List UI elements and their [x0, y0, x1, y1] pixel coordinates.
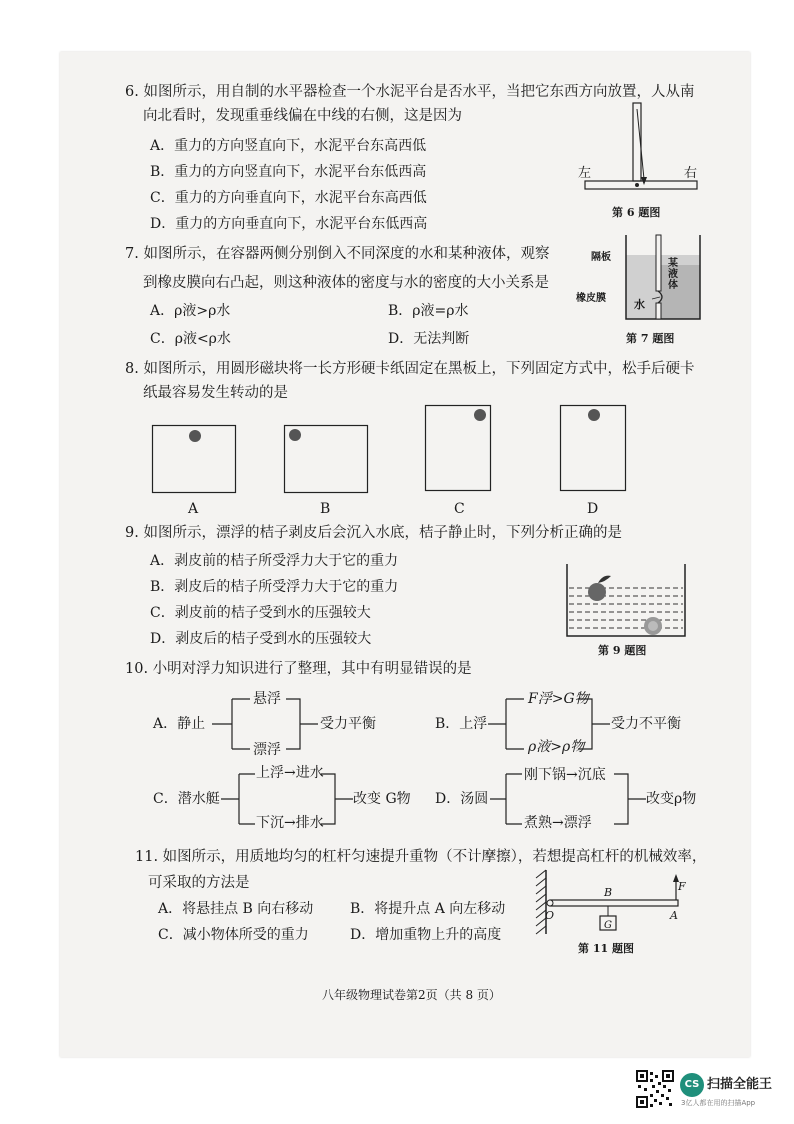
q8-stem-line2: 纸最容易发生转动的是	[143, 385, 288, 401]
q9-option-c: C．剥皮前的桔子受到水的压强较大	[150, 605, 371, 621]
q11-label-o: O	[545, 909, 555, 922]
camscanner-logo: CS	[680, 1073, 704, 1097]
q10-a-right: 受力平衡	[320, 716, 376, 732]
q10-c-top: 上浮→进水	[256, 765, 324, 781]
q7-label-membrane: 橡皮膜	[576, 293, 606, 304]
q10-b-right: 受力不平衡	[611, 716, 681, 732]
q10-b-top: F浮>G物	[528, 691, 589, 707]
q11-label-g: G	[604, 920, 612, 931]
q10-c-bottom: 下沉→排水	[256, 815, 324, 831]
q8-stem-line1: 8. 如图所示，用圆形磁块将一长方形硬卡纸固定在黑板上，下列固定方式中，松手后硬卡	[125, 361, 695, 377]
q6-option-c: C．重力的方向垂直向下，水泥平台东高西低	[150, 190, 427, 206]
q10-b-bottom: ρ液>ρ物	[528, 739, 585, 755]
q11-caption: 第 11 题图	[578, 942, 634, 955]
q8-label-c: C	[454, 501, 465, 517]
q9-option-a: A．剥皮前的桔子所受浮力大于它的重力	[150, 553, 399, 569]
q8-option-d-figure	[560, 405, 626, 491]
q7-option-a: A．ρ液>ρ水	[150, 303, 231, 319]
page-footer: 八年级物理试卷第2页（共 8 页）	[322, 988, 501, 1002]
q7-caption: 第 7 题图	[626, 332, 675, 345]
q6-caption: 第 6 题图	[612, 206, 661, 219]
q11-stem-line1: 11. 如图所示，用质地均匀的杠杆匀速提升重物（不计摩擦），若想提高杠杆的机械效率，	[135, 849, 707, 865]
q11-option-b: B．将提升点 A 向左移动	[350, 901, 506, 917]
q8-option-c-figure	[425, 405, 491, 491]
q10-c-right: 改变 G物	[353, 791, 411, 807]
q6-stem-line2: 向北看时，发现重垂线偏在中线的右侧，这是因为	[143, 108, 462, 124]
q10-d-bottom: 煮熟→漂浮	[524, 815, 592, 831]
q6-option-b: B．重力的方向竖直向下，水泥平台东低西高	[150, 164, 427, 180]
q10-a-bottom: 漂浮	[253, 742, 281, 758]
q10-a-bracket	[212, 695, 320, 755]
q11-option-d: D．增加重物上升的高度	[350, 927, 502, 943]
q8-option-a-figure	[152, 425, 236, 493]
q10-d-bracket	[490, 770, 648, 830]
q8-label-a: A	[188, 501, 199, 517]
q10-c-bracket	[221, 770, 355, 830]
q10-stem: 10. 小明对浮力知识进行了整理，其中有明显错误的是	[125, 661, 472, 677]
q10-a-top: 悬浮	[253, 691, 281, 707]
q10-b-bracket	[488, 695, 612, 755]
qr-code-icon	[636, 1070, 674, 1108]
q11-label-f: F	[678, 880, 686, 893]
q9-option-b: B．剥皮后的桔子所受浮力大于它的重力	[150, 579, 399, 595]
q7-stem-line1: 7. 如图所示，在容器两侧分别倒入不同深度的水和某种液体，观察	[125, 246, 550, 262]
q9-stem: 9. 如图所示，漂浮的桔子剥皮后会沉入水底，桔子静止时，下列分析正确的是	[125, 525, 622, 541]
q9-tank-figure	[565, 562, 687, 640]
q10-d-right: 改变ρ物	[646, 791, 697, 807]
q10-b-label: B．上浮	[435, 716, 488, 732]
q10-c-label: C．潜水艇	[153, 791, 220, 807]
q6-stem-line1: 6. 如图所示，用自制的水平器检查一个水泥平台是否水平，当把它东西方向放置，人从南	[125, 84, 695, 100]
q11-label-b: B	[604, 886, 613, 899]
q7-label-liquid: 某液体	[668, 258, 678, 291]
q10-d-label: D．汤圆	[435, 791, 489, 807]
q10-a-label: A．静止	[153, 716, 206, 732]
q6-option-d: D．重力的方向垂直向下，水泥平台东低西高	[150, 216, 428, 232]
q6-option-a: A．重力的方向竖直向下，水泥平台东高西低	[150, 138, 427, 154]
q7-option-c: C．ρ液<ρ水	[150, 331, 231, 347]
q6-label-left: 左	[578, 166, 592, 181]
q8-label-b: B	[320, 501, 331, 517]
q7-label-water: 水	[634, 298, 645, 311]
q11-option-c: C．减小物体所受的重力	[158, 927, 309, 943]
q11-label-a: A	[670, 909, 678, 922]
q10-d-top: 刚下锅→沉底	[524, 767, 606, 783]
scanner-brand-tagline: 3亿人都在用的扫描App	[681, 1099, 756, 1107]
q11-stem-line2: 可采取的方法是	[148, 875, 250, 891]
q7-stem-line2: 到橡皮膜向右凸起，则这种液体的密度与水的密度的大小关系是	[143, 275, 549, 291]
scanner-brand-name: 扫描全能王	[707, 1077, 773, 1092]
q9-option-d: D．剥皮后的桔子受到水的压强较大	[150, 631, 372, 647]
q8-option-b-figure	[284, 425, 368, 493]
q9-caption: 第 9 题图	[598, 644, 647, 657]
q7-option-b: B．ρ液=ρ水	[388, 303, 469, 319]
q6-level-figure	[575, 103, 705, 203]
q7-label-partition: 隔板	[591, 252, 611, 263]
q11-option-a: A．将悬挂点 B 向右移动	[158, 901, 314, 917]
q7-option-d: D．无法判断	[388, 331, 470, 347]
q8-label-d: D	[587, 501, 599, 517]
q6-label-right: 右	[684, 166, 698, 181]
